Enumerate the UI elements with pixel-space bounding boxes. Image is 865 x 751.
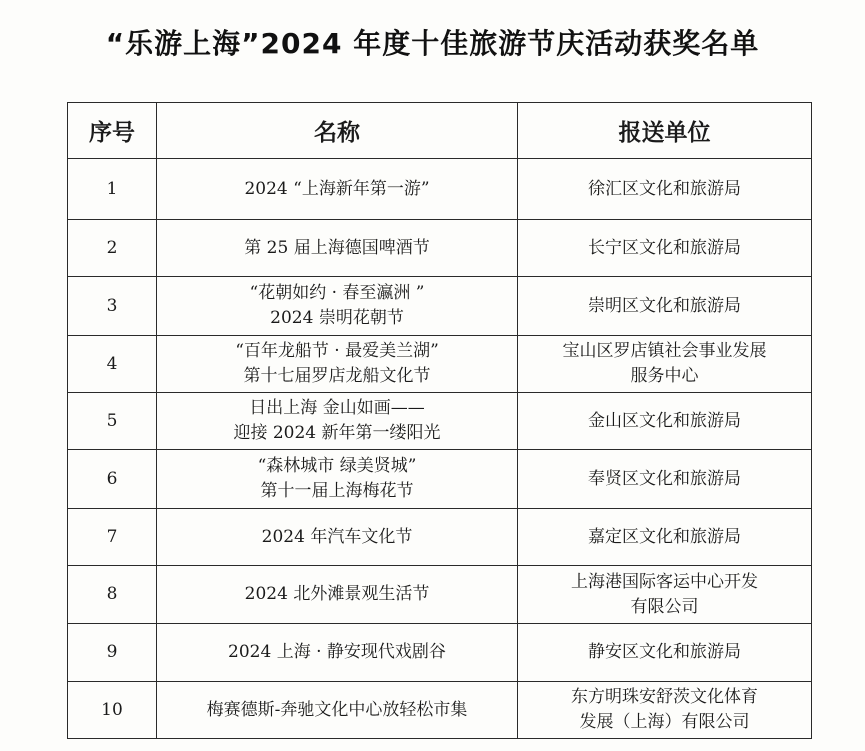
event-name-cell — [157, 336, 518, 393]
row-number: 7 — [68, 509, 157, 566]
event-name-cell — [157, 566, 518, 624]
header-row — [68, 103, 812, 159]
row-number: 2 — [68, 220, 157, 277]
event-name-line: 第十一届上海梅花节 — [260, 481, 414, 501]
submitting-unit-line: 上海港国际客运中心开发 — [571, 571, 758, 592]
event-name-line: “花朝如约 · 春至瀛洲 ” — [249, 283, 425, 303]
row-number: 9 — [68, 624, 157, 682]
row-number: 8 — [68, 566, 157, 624]
table-header — [68, 103, 812, 159]
submitting-unit-line: 奉贤区文化和旅游局 — [588, 468, 741, 489]
table-body — [68, 159, 812, 739]
event-name-cell — [157, 393, 518, 450]
submitting-unit-cell — [518, 336, 812, 393]
table-row — [68, 566, 812, 624]
table-row — [68, 624, 812, 682]
event-name-cell — [157, 624, 518, 682]
header-unit: 报送单位 — [518, 103, 812, 159]
event-name-line: 2024 崇明花朝节 — [270, 308, 404, 328]
submitting-unit-line: 嘉定区文化和旅游局 — [588, 526, 741, 547]
event-name-line: 2024 年汽车文化节 — [261, 526, 413, 547]
event-name-line: 第 25 届上海德国啤酒节 — [244, 237, 430, 258]
row-number: 4 — [68, 336, 157, 393]
table-row — [68, 220, 812, 277]
submitting-unit-line: 宝山区罗店镇社会事业发展 — [562, 341, 767, 361]
submitting-unit-cell — [518, 624, 812, 682]
submitting-unit-line: 静安区文化和旅游局 — [588, 642, 741, 662]
row-number: 3 — [68, 277, 157, 336]
table-row — [68, 682, 812, 739]
table-row — [68, 277, 812, 336]
table-row — [68, 450, 812, 509]
event-name-cell — [157, 220, 518, 277]
submitting-unit-cell — [518, 450, 812, 509]
submitting-unit-line: 崇明区文化和旅游局 — [588, 295, 741, 316]
submitting-unit-cell — [518, 159, 812, 220]
table-row — [68, 159, 812, 220]
event-name-line: “百年龙船节 · 最爱美兰湖” — [235, 341, 439, 361]
submitting-unit-line: 有限公司 — [630, 596, 699, 617]
header-no: 序号 — [68, 103, 157, 159]
awards-table — [67, 102, 812, 739]
event-name-cell — [157, 159, 518, 220]
event-name-line: 2024 北外滩景观生活节 — [244, 584, 430, 604]
event-name-cell — [157, 277, 518, 336]
document-title: “乐游上海”2024 年度十佳旅游节庆活动获奖名单 — [105, 27, 760, 60]
event-name-cell — [157, 682, 518, 739]
header-name: 名称 — [157, 103, 518, 159]
submitting-unit-line: 金山区文化和旅游局 — [588, 410, 741, 431]
submitting-unit-line: 东方明珠安舒茨文化体育 — [571, 687, 758, 707]
submitting-unit-cell — [518, 220, 812, 277]
table-row — [68, 509, 812, 566]
event-name-line: 2024 上海 · 静安现代戏剧谷 — [228, 642, 446, 662]
submitting-unit-line: 发展（上海）有限公司 — [579, 712, 750, 732]
submitting-unit-cell — [518, 277, 812, 336]
table-row — [68, 336, 812, 393]
row-number: 5 — [68, 393, 157, 450]
event-name-line: 迎接 2024 新年第一缕阳光 — [233, 423, 441, 443]
submitting-unit-line: 长宁区文化和旅游局 — [588, 237, 741, 258]
event-name-line: 梅赛德斯-奔驰文化中心放轻松市集 — [206, 699, 468, 720]
submitting-unit-line: 服务中心 — [630, 366, 699, 386]
event-name-cell — [157, 509, 518, 566]
row-number: 10 — [68, 682, 157, 739]
event-name-cell — [157, 450, 518, 509]
submitting-unit-cell — [518, 682, 812, 739]
event-name-line: 第十七届罗店龙船文化节 — [243, 366, 431, 386]
submitting-unit-cell — [518, 566, 812, 624]
event-name-line: 日出上海 金山如画—— — [249, 398, 425, 418]
event-name-line: 2024 “上海新年第一游” — [244, 178, 430, 199]
submitting-unit-line: 徐汇区文化和旅游局 — [588, 178, 741, 199]
row-number: 1 — [68, 159, 157, 220]
submitting-unit-cell — [518, 509, 812, 566]
table-row — [68, 393, 812, 450]
event-name-line: “森林城市 绿美贤城” — [257, 456, 417, 476]
row-number: 6 — [68, 450, 157, 509]
submitting-unit-cell — [518, 393, 812, 450]
